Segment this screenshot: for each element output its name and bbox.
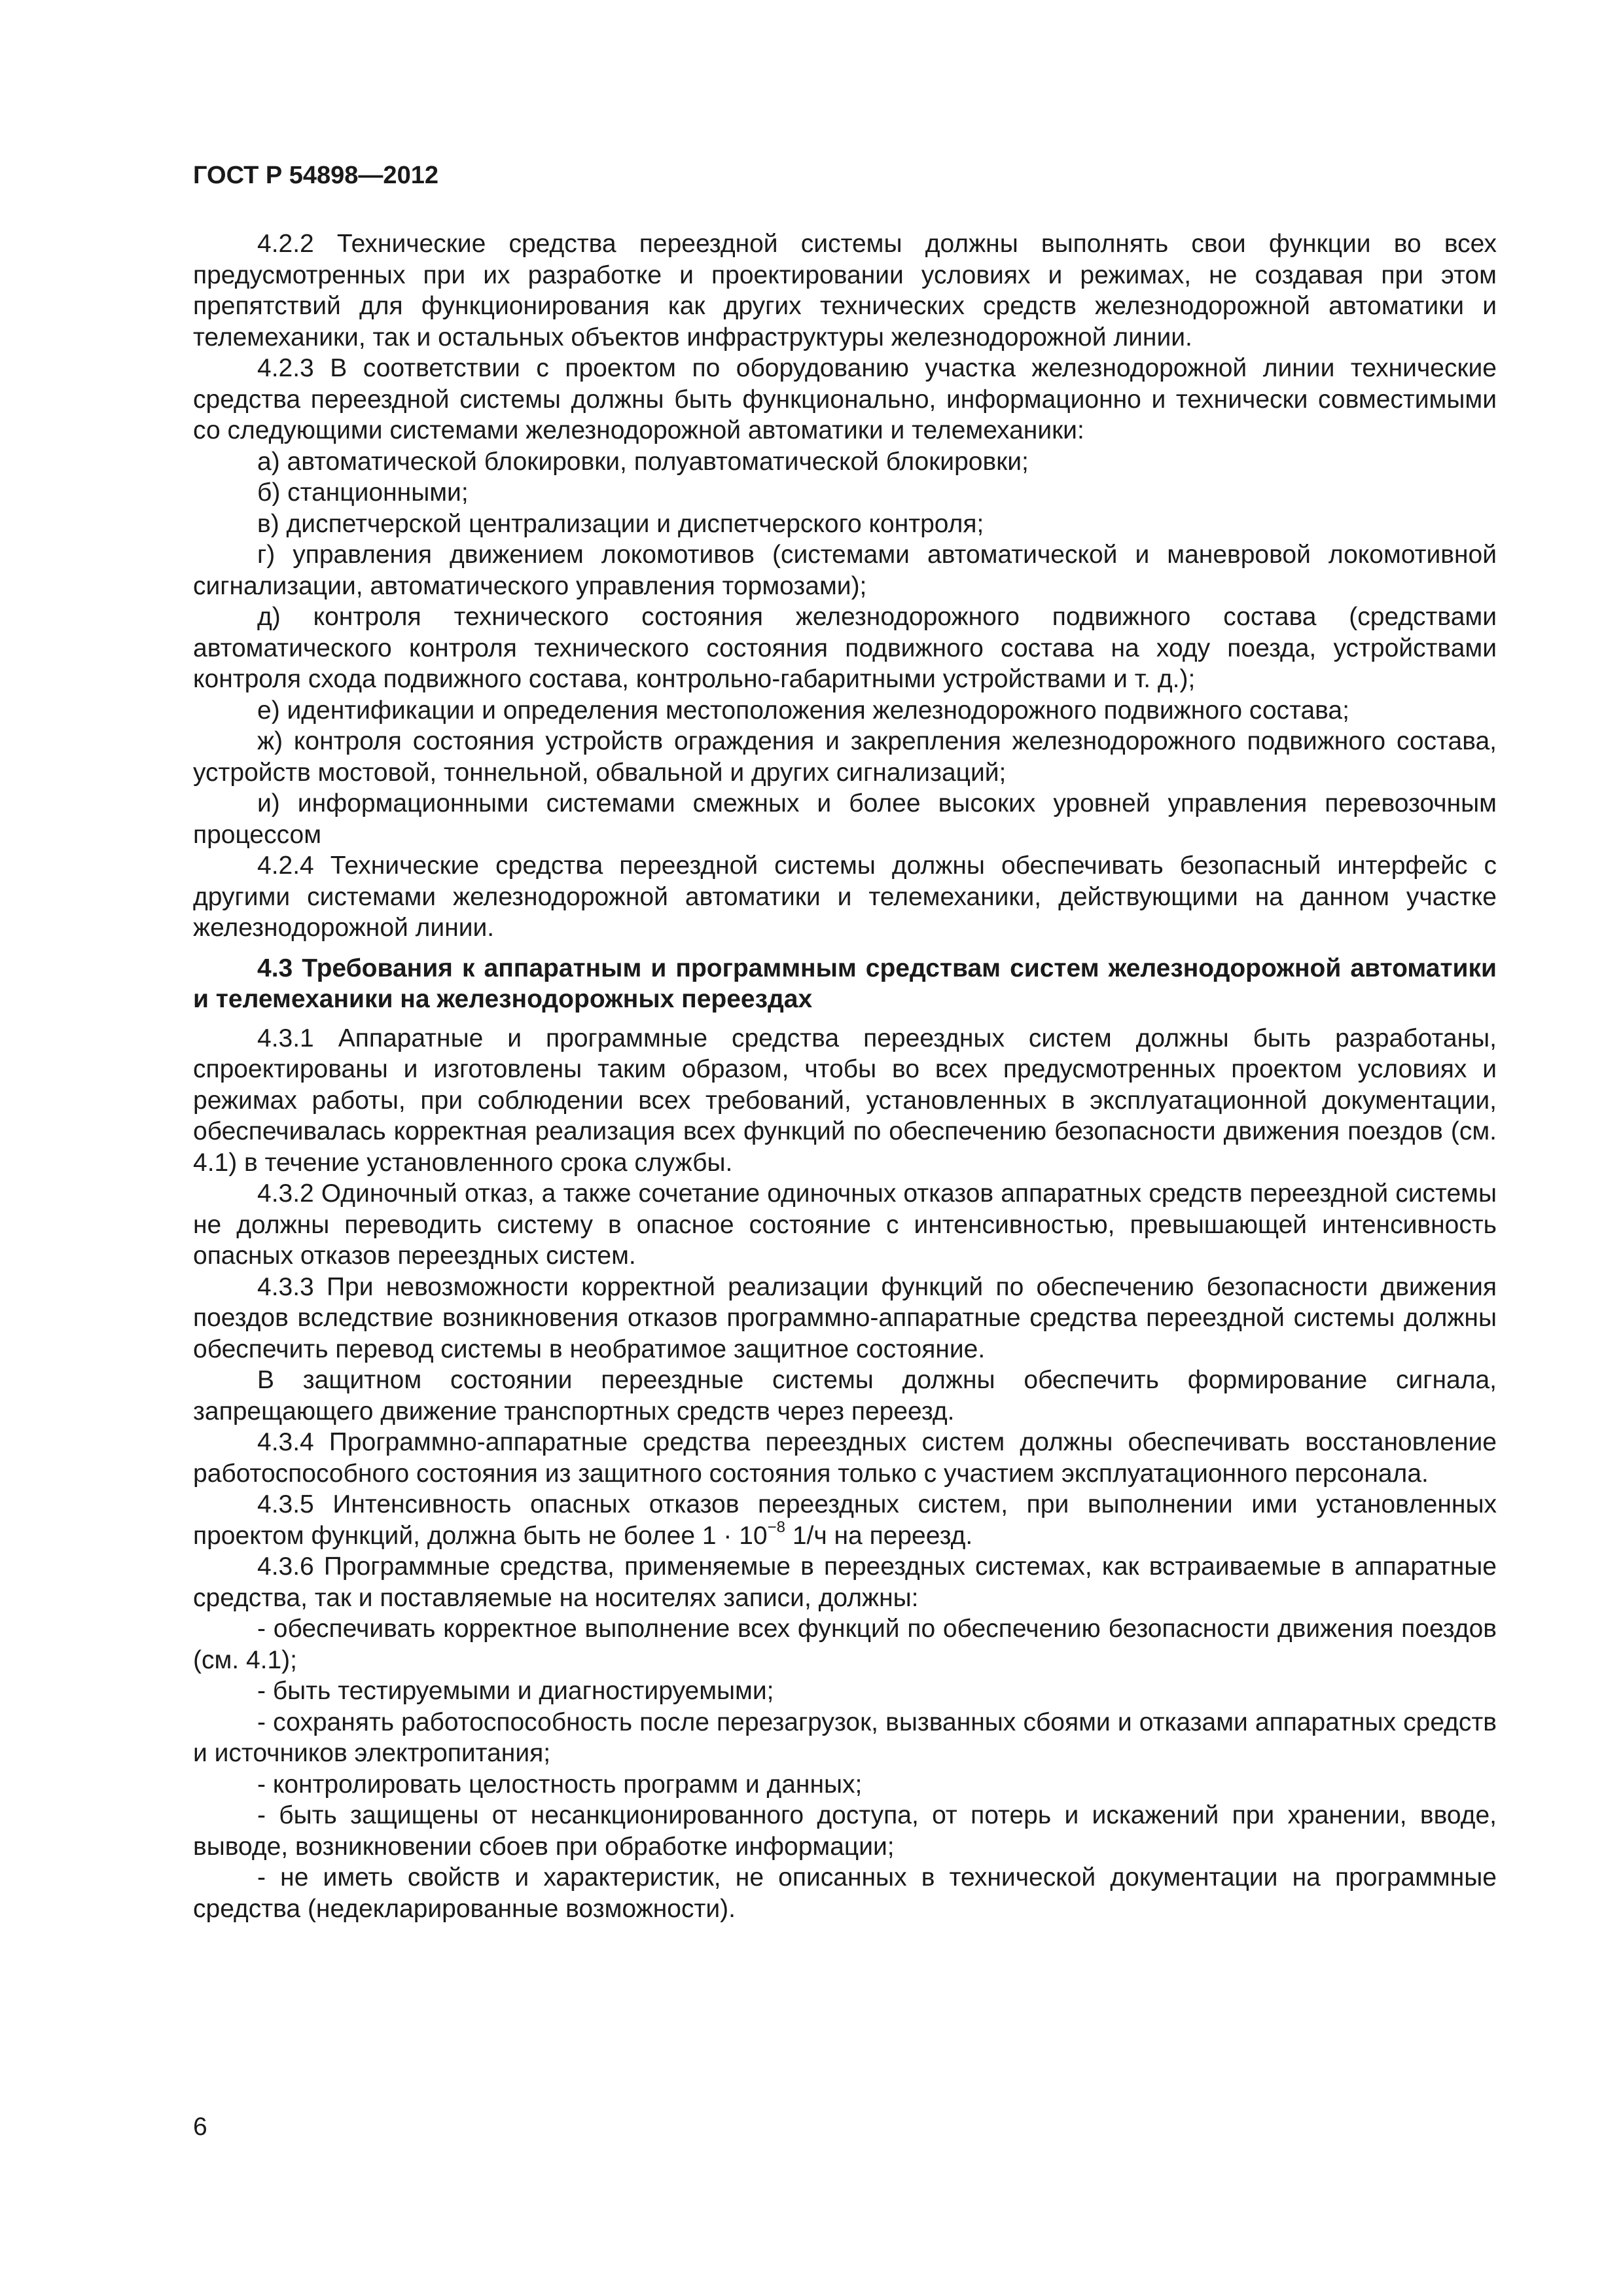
list-item-zh: ж) контроля состояния устройств ограждения и закрепления железнодорожного подвижного состава, устройств мостовой, тоннельной, обвальной и других сигнализаций; <box>193 727 1497 787</box>
document-body <box>193 228 1497 1924</box>
dash-item-2: - быть тестируемыми и диагностируемыми; <box>257 1677 774 1705</box>
dash-item-6: - не иметь свойств и характеристик, не описанных в технической документации на программные средства (недекларированные возможности). <box>193 1863 1497 1923</box>
clause-4-2-3: 4.2.3 В соответствии с проектом по оборудованию участка железнодорожной линии технические средства переездной системы должны быть функционально, информационно и технически совместимыми со следующими системами железнодорожной автоматики и телемеханики: <box>193 354 1497 444</box>
page-number: 6 <box>193 2113 207 2141</box>
clause-4-2-2: 4.2.2 Технические средства переездной системы должны выполнять свои функции во всех предусмотренных при их разработке и проектировании условиях и режимах, не создавая при этом препятствий для функционирования как других технических средств железнодорожной автоматики и телемеханики, так и остальных объектов инфраструктуры железнодорожной линии. <box>193 230 1497 351</box>
exponent: −8 <box>767 1518 785 1536</box>
dash-item-1: - обеспечивать корректное выполнение всех функций по обеспечению безопасности движения поездов (см. 4.1); <box>193 1615 1497 1674</box>
list-item-e: е) идентификации и определения местоположения железнодорожного подвижного состава; <box>257 696 1349 725</box>
list-item-b: б) станционными; <box>257 478 469 507</box>
list-item-g: г) управления движением локомотивов (системами автоматической и маневровой локомотивной сигнализации, автоматического управления тормозами); <box>193 541 1497 600</box>
clause-4-3-3: 4.3.3 При невозможности корректной реализации функций по обеспечению безопасности движения поездов вследствие возникновения отказов программно-аппаратные средства переездной системы должны обеспечить перевод системы в необратимое защитное состояние. <box>193 1272 1497 1363</box>
section-heading-4-3: 4.3 Требования к аппаратным и программным средствам систем железнодорожной автоматики и телемеханики на железнодорожных переездах <box>193 954 1497 1013</box>
dash-item-5: - быть защищены от несанкционированного доступа, от потерь и искажений при хранении, вводе, выводе, возникновении сбоев при обработке информации; <box>193 1801 1497 1861</box>
dash-item-3: - сохранять работоспособность после перезагрузок, вызванных сбоями и отказами аппаратных средств и источников электропитания; <box>193 1708 1497 1767</box>
clause-4-2-4: 4.2.4 Технические средства переездной системы должны обеспечивать безопасный интерфейс с другими системами железнодорожной автоматики и телемеханики, действующими на данном участке железнодорожной линии. <box>193 852 1497 942</box>
clause-4-3-1: 4.3.1 Аппаратные и программные средства переездных систем должны быть разработаны, спроектированы и изготовлены таким образом, чтобы во всех предусмотренных проектом условиях и режимах работы, при соблюдении всех требований, установленных в эксплуатационной документации, обеспечивалась корректная реализация всех функций по обеспечению безопасности движения поездов (см. 4.1) в течение установленного срока службы. <box>193 1024 1497 1177</box>
standard-header: ГОСТ Р 54898—2012 <box>193 162 438 189</box>
list-item-i: и) информационными системами смежных и более высоких уровней управления перевозочным процессом <box>193 789 1497 849</box>
list-item-a: а) автоматической блокировки, полуавтоматической блокировки; <box>257 447 1029 476</box>
clause-text-before: 4.3.5 Интенсивность опасных отказов переездных систем, при выполнении ими установленных проектом функций, должна быть не более 1 · 10 <box>193 1490 1497 1550</box>
list-item-d: д) контроля технического состояния железнодорожного подвижного состава (средствами автоматического контроля технического состояния подвижного состава на ходу поезда, устройствами контроля схода подвижного состава, контрольно-габаритными устройствами и т. д.); <box>193 603 1497 693</box>
clause-4-3-4: 4.3.4 Программно-аппаратные средства переездных систем должны обеспечивать восстановление работоспособного состояния из защитного состояния только с участием эксплуатационного персонала. <box>193 1428 1497 1488</box>
clause-4-3-2: 4.3.2 Одиночный отказ, а также сочетание одиночных отказов аппаратных средств переездной системы не должны переводить систему в опасное состояние с интенсивностью, превышающей интенсивность опасных отказов переездных систем. <box>193 1179 1497 1270</box>
clause-4-3-5 <box>193 1489 1497 1551</box>
list-item-v: в) диспетчерской централизации и диспетчерского контроля; <box>257 509 984 538</box>
clause-4-3-6: 4.3.6 Программные средства, применяемые в переездных системах, как встраиваемые в аппаратные средства, так и поставляемые на носителях записи, должны: <box>193 1552 1497 1612</box>
dash-item-4: - контролировать целостность программ и данных; <box>257 1770 863 1799</box>
clause-4-3-3-cont: В защитном состоянии переездные системы должны обеспечить формирование сигнала, запрещающего движение транспортных средств через переезд. <box>193 1366 1497 1426</box>
clause-text-after: 1/ч на переезд. <box>785 1521 973 1550</box>
